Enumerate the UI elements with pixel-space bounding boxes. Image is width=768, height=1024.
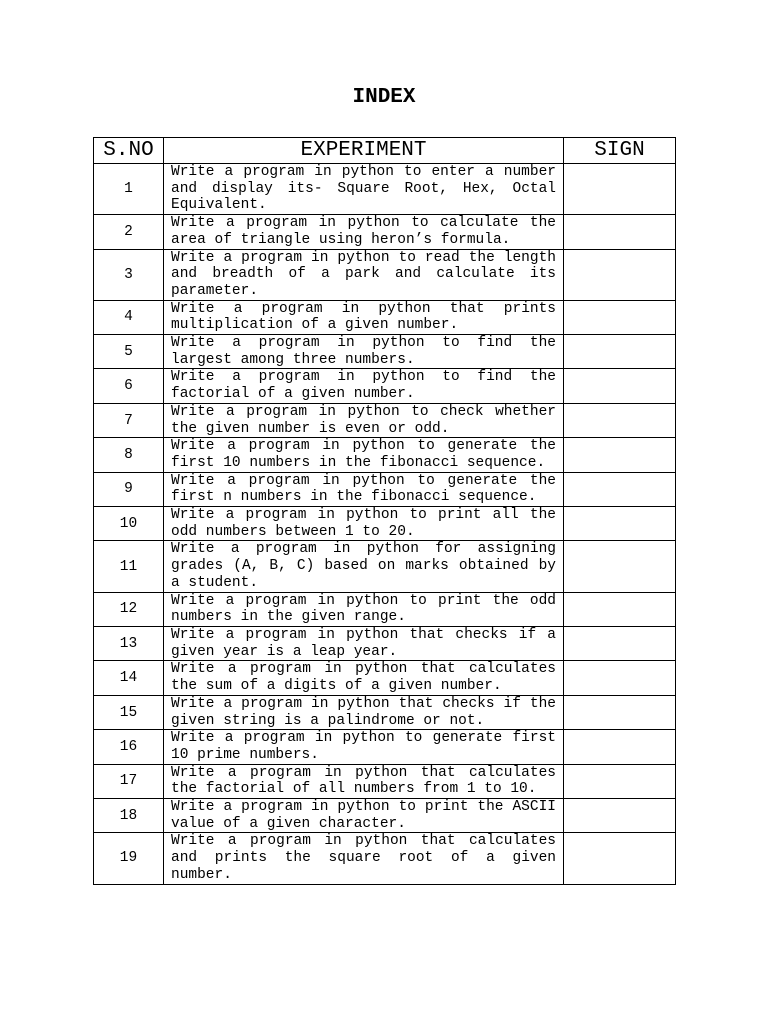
experiment-cell: Write a program in python for assigning grades (A, B, C) based on marks obtained by a student.: [164, 541, 564, 592]
sign-cell: [564, 764, 676, 798]
experiment-cell: Write a program in python that checks if a given year is a leap year.: [164, 626, 564, 660]
experiment-cell: Write a program in python to find the largest among three numbers.: [164, 335, 564, 369]
serial-number-cell: 18: [94, 799, 164, 833]
experiment-cell: Write a program in python that calculates and prints the square root of a given number.: [164, 833, 564, 884]
serial-number-cell: 11: [94, 541, 164, 592]
table-row: [94, 164, 676, 215]
sign-cell: [564, 626, 676, 660]
table-row: [94, 764, 676, 798]
table-row: [94, 300, 676, 334]
experiment-cell: Write a program in python to check whether the given number is even or odd.: [164, 403, 564, 437]
serial-number-cell: 9: [94, 472, 164, 506]
serial-number-cell: 10: [94, 507, 164, 541]
experiment-cell: Write a program in python to print all the odd numbers between 1 to 20.: [164, 507, 564, 541]
sign-cell: [564, 472, 676, 506]
serial-number-cell: 15: [94, 695, 164, 729]
table-row: [94, 369, 676, 403]
table-header-row: [94, 138, 676, 164]
experiment-cell: Write a program in python that checks if the given string is a palindrome or not.: [164, 695, 564, 729]
table-row: [94, 661, 676, 695]
table-row: [94, 472, 676, 506]
sign-cell: [564, 369, 676, 403]
experiment-cell: Write a program in python that calculates the sum of a digits of a given number.: [164, 661, 564, 695]
page-title: INDEX: [352, 86, 416, 109]
table-row: [94, 249, 676, 300]
sign-cell: [564, 541, 676, 592]
serial-number-cell: 6: [94, 369, 164, 403]
table-row: [94, 215, 676, 249]
table-row: [94, 438, 676, 472]
serial-number-cell: 1: [94, 164, 164, 215]
sign-cell: [564, 592, 676, 626]
index-table: [93, 137, 676, 885]
serial-number-cell: 2: [94, 215, 164, 249]
header-experiment: EXPERIMENT: [164, 138, 564, 164]
sign-cell: [564, 507, 676, 541]
serial-number-cell: 13: [94, 626, 164, 660]
table-row: [94, 507, 676, 541]
sign-cell: [564, 730, 676, 764]
experiment-cell: Write a program in python that calculates the factorial of all numbers from 1 to 10.: [164, 764, 564, 798]
experiment-cell: Write a program in python to generate the first 10 numbers in the fibonacci sequence.: [164, 438, 564, 472]
serial-number-cell: 16: [94, 730, 164, 764]
sign-cell: [564, 438, 676, 472]
sign-cell: [564, 249, 676, 300]
serial-number-cell: 19: [94, 833, 164, 884]
serial-number-cell: 12: [94, 592, 164, 626]
sign-cell: [564, 695, 676, 729]
sign-cell: [564, 164, 676, 215]
table-row: [94, 541, 676, 592]
table-row: [94, 833, 676, 884]
table-row: [94, 335, 676, 369]
table-row: [94, 626, 676, 660]
serial-number-cell: 14: [94, 661, 164, 695]
serial-number-cell: 5: [94, 335, 164, 369]
table-row: [94, 592, 676, 626]
experiment-cell: Write a program in python to generate the first n numbers in the fibonacci sequence.: [164, 472, 564, 506]
table-row: [94, 403, 676, 437]
experiment-cell: Write a program in python to find the factorial of a given number.: [164, 369, 564, 403]
sign-cell: [564, 300, 676, 334]
table-body: [94, 164, 676, 885]
sign-cell: [564, 661, 676, 695]
sign-cell: [564, 833, 676, 884]
header-sno: S.NO: [94, 138, 164, 164]
table-row: [94, 730, 676, 764]
sign-cell: [564, 215, 676, 249]
experiment-cell: Write a program in python that prints multiplication of a given number.: [164, 300, 564, 334]
experiment-cell: Write a program in python to print the odd numbers in the given range.: [164, 592, 564, 626]
serial-number-cell: 3: [94, 249, 164, 300]
serial-number-cell: 7: [94, 403, 164, 437]
serial-number-cell: 4: [94, 300, 164, 334]
serial-number-cell: 17: [94, 764, 164, 798]
table-row: [94, 799, 676, 833]
experiment-cell: Write a program in python to enter a number and display its- Square Root, Hex, Octal Equivalent.: [164, 164, 564, 215]
header-sign: SIGN: [564, 138, 676, 164]
experiment-cell: Write a program in python to generate first 10 prime numbers.: [164, 730, 564, 764]
sign-cell: [564, 799, 676, 833]
table-row: [94, 695, 676, 729]
sign-cell: [564, 335, 676, 369]
serial-number-cell: 8: [94, 438, 164, 472]
sign-cell: [564, 403, 676, 437]
experiment-cell: Write a program in python to print the ASCII value of a given character.: [164, 799, 564, 833]
experiment-cell: Write a program in python to calculate the area of triangle using heron’s formula.: [164, 215, 564, 249]
experiment-cell: Write a program in python to read the length and breadth of a park and calculate its parameter.: [164, 249, 564, 300]
